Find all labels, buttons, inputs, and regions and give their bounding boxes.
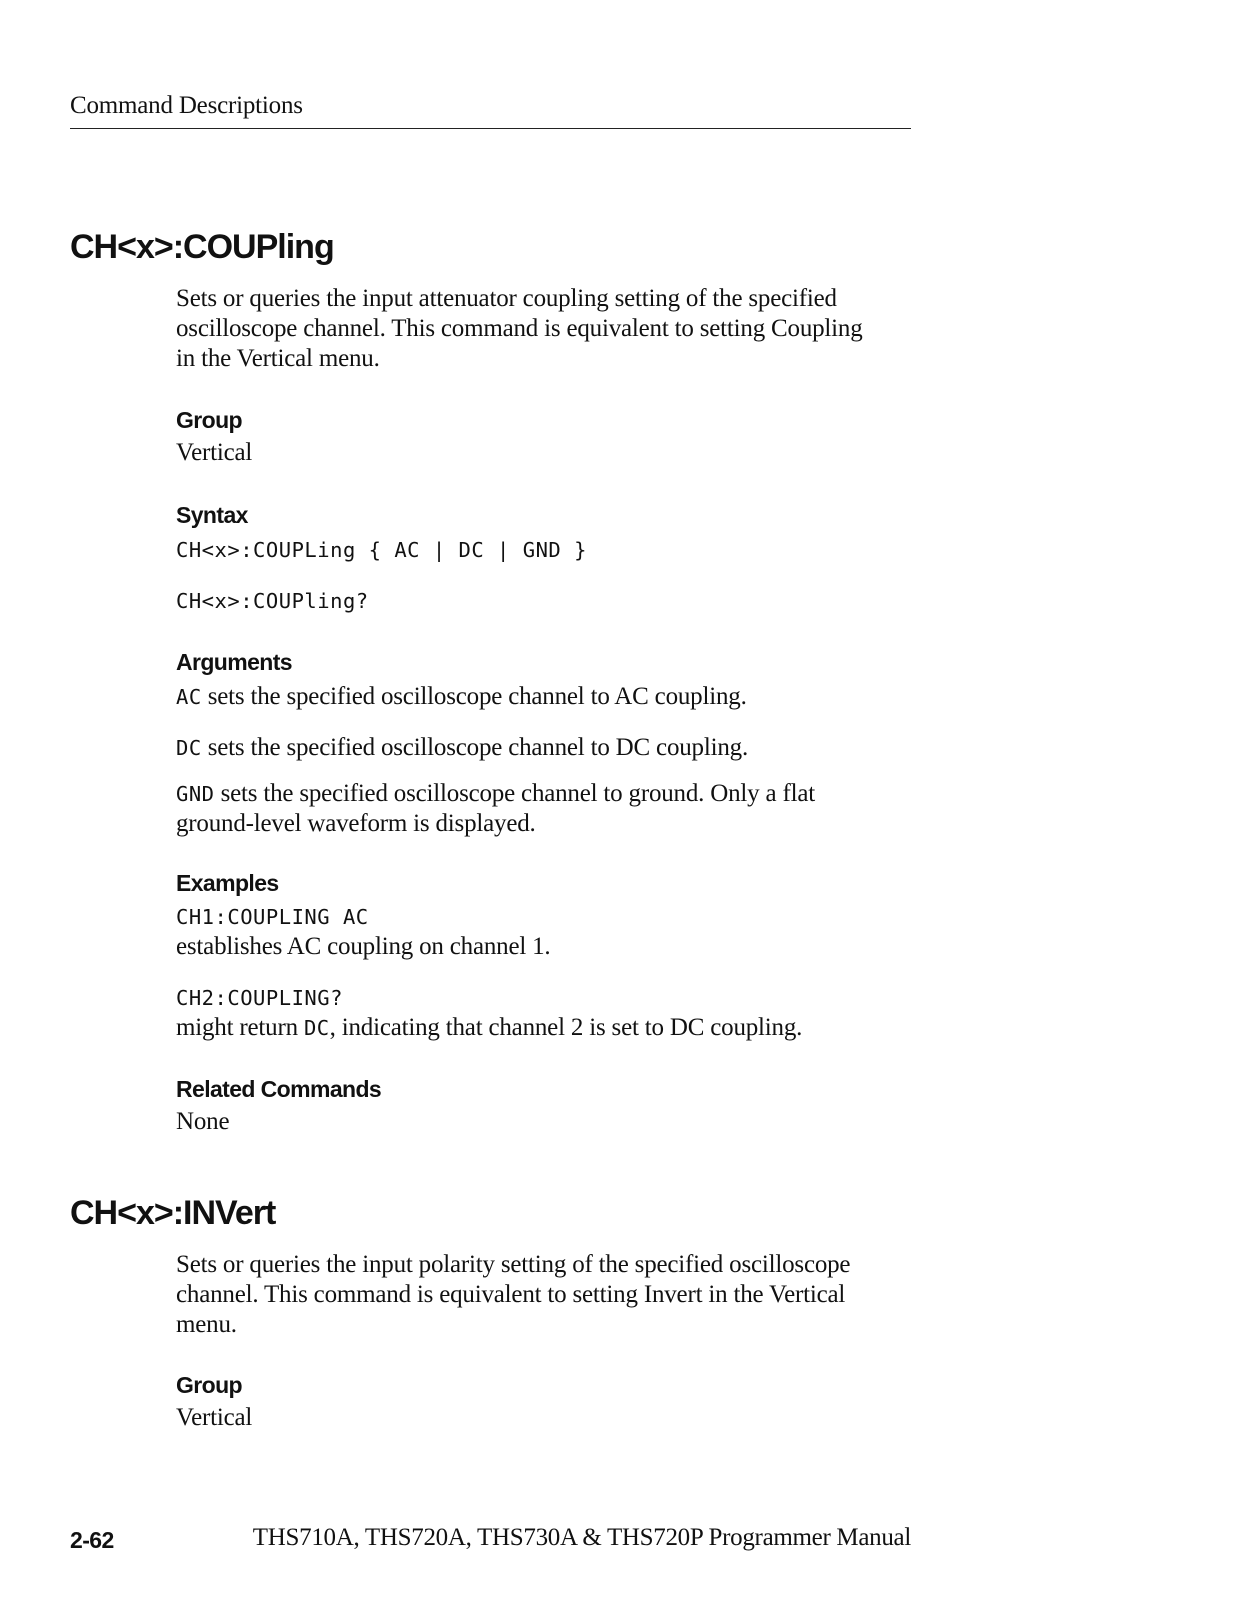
argument-code: DC <box>176 736 202 760</box>
coupling-description: Sets or queries the input attenuator coupling setting of the specified oscilloscope channel. This command is equivalent to setting Coupling in the Vertical menu. <box>176 285 863 372</box>
command-title-invert: CH<x>:INVert <box>70 1194 276 1232</box>
invert-description-block <box>176 1250 916 1340</box>
examples-heading: Examples <box>176 870 279 896</box>
related-commands-heading: Related Commands <box>176 1076 382 1102</box>
invert-group-section <box>176 1371 916 1433</box>
manual-title: THS710A, THS720A, THS730A & THS720P Programmer Manual <box>252 1524 911 1551</box>
argument-ac <box>176 682 916 712</box>
coupling-arguments-section <box>176 648 916 839</box>
coupling-examples-section <box>176 869 916 1043</box>
argument-text: sets the specified oscilloscope channel to DC coupling. <box>201 734 748 761</box>
example-code: CH1:COUPLING AC <box>176 905 369 929</box>
coupling-group-section <box>176 406 916 468</box>
group-value: Vertical <box>176 1404 253 1431</box>
argument-text: sets the specified oscilloscope channel to ground. Only a flat ground-level waveform is displayed. <box>176 780 815 837</box>
argument-text: sets the specified oscilloscope channel to AC coupling. <box>201 683 747 710</box>
page-number: 2-62 <box>70 1527 114 1553</box>
header-rule <box>70 128 911 129</box>
argument-code: GND <box>176 782 215 806</box>
argument-dc <box>176 733 916 763</box>
example-description: establishes AC coupling on channel 1. <box>176 933 551 960</box>
group-heading: Group <box>176 407 242 433</box>
argument-code: AC <box>176 685 202 709</box>
group-value: Vertical <box>176 439 253 466</box>
coupling-syntax-section <box>176 501 916 616</box>
running-header: Command Descriptions <box>70 92 303 119</box>
invert-description: Sets or queries the input polarity setting of the specified oscilloscope channel. This command is equivalent to setting Invert in the Vertical menu. <box>176 1251 851 1338</box>
argument-gnd <box>176 779 856 839</box>
arguments-heading: Arguments <box>176 649 293 675</box>
example-description: might return DC, indicating that channel 2 is set to DC coupling. <box>176 1014 803 1041</box>
syntax-heading: Syntax <box>176 502 248 528</box>
coupling-related-section <box>176 1075 916 1137</box>
command-title-coupling: CH<x>:COUPling <box>70 228 334 266</box>
coupling-description-block <box>176 284 916 374</box>
group-heading: Group <box>176 1372 242 1398</box>
syntax-line: CH<x>:COUPLing { AC | DC | GND } <box>176 538 587 562</box>
related-commands-value: None <box>176 1108 230 1135</box>
example-code: CH2:COUPLING? <box>176 986 343 1010</box>
syntax-query-line: CH<x>:COUPling? <box>176 589 369 613</box>
